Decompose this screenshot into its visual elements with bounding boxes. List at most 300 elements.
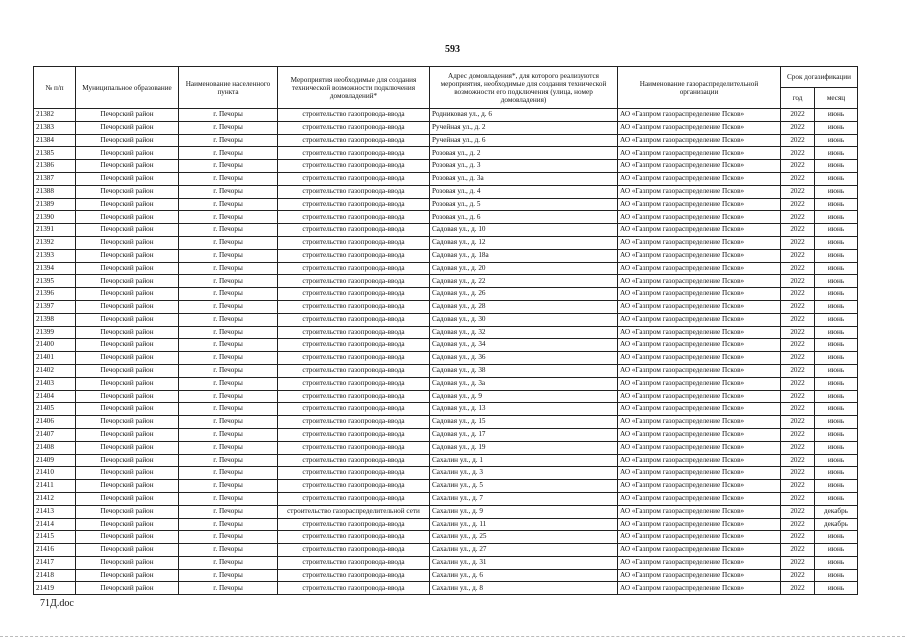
- year-cell: 2022: [781, 198, 815, 211]
- locality-cell: г. Печоры: [179, 505, 278, 518]
- municipality-cell: Печорский район: [76, 275, 179, 288]
- header-municipality: Муниципальное образование: [76, 67, 179, 109]
- month-cell: июнь: [815, 236, 858, 249]
- address-cell: Садовая ул., д. 19: [430, 441, 618, 454]
- row-number: 21390: [34, 211, 76, 224]
- table-row: [34, 364, 858, 377]
- municipality-cell: Печорский район: [76, 582, 179, 595]
- organization-cell: АО «Газпром газораспределение Псков»: [618, 403, 781, 416]
- address-cell: Садовая ул., д. 30: [430, 313, 618, 326]
- year-cell: 2022: [781, 288, 815, 301]
- measures-cell: строительство газопровода-ввода: [278, 556, 430, 569]
- address-cell: Ручейная ул., д. 2: [430, 121, 618, 134]
- table-row: [34, 224, 858, 237]
- year-cell: 2022: [781, 275, 815, 288]
- municipality-cell: Печорский район: [76, 480, 179, 493]
- measures-cell: строительство газопровода-ввода: [278, 339, 430, 352]
- row-number: 21414: [34, 518, 76, 531]
- organization-cell: АО «Газпром газораспределение Псков»: [618, 428, 781, 441]
- address-cell: Розовая ул., д. 5: [430, 198, 618, 211]
- municipality-cell: Печорский район: [76, 428, 179, 441]
- locality-cell: г. Печоры: [179, 249, 278, 262]
- row-number: 21415: [34, 531, 76, 544]
- address-cell: Садовая ул., д. 18а: [430, 249, 618, 262]
- row-number: 21411: [34, 480, 76, 493]
- organization-cell: АО «Газпром газораспределение Псков»: [618, 249, 781, 262]
- month-cell: июнь: [815, 544, 858, 557]
- municipality-cell: Печорский район: [76, 518, 179, 531]
- month-cell: июнь: [815, 326, 858, 339]
- year-cell: 2022: [781, 121, 815, 134]
- month-cell: июнь: [815, 224, 858, 237]
- organization-cell: АО «Газпром газораспределение Псков»: [618, 377, 781, 390]
- municipality-cell: Печорский район: [76, 288, 179, 301]
- month-cell: июнь: [815, 428, 858, 441]
- address-cell: Сахалин ул., д. 9: [430, 505, 618, 518]
- year-cell: 2022: [781, 134, 815, 147]
- row-number: 21401: [34, 352, 76, 365]
- municipality-cell: Печорский район: [76, 556, 179, 569]
- locality-cell: г. Печоры: [179, 492, 278, 505]
- locality-cell: г. Печоры: [179, 236, 278, 249]
- address-cell: Садовая ул., д. 34: [430, 339, 618, 352]
- measures-cell: строительство газопровода-ввода: [278, 544, 430, 557]
- address-cell: Сахалин ул., д. 8: [430, 582, 618, 595]
- locality-cell: г. Печоры: [179, 300, 278, 313]
- month-cell: июнь: [815, 454, 858, 467]
- address-cell: Родниковая ул., д. 6: [430, 109, 618, 122]
- table-row: [34, 185, 858, 198]
- row-number: 21387: [34, 172, 76, 185]
- municipality-cell: Печорский район: [76, 364, 179, 377]
- locality-cell: г. Печоры: [179, 211, 278, 224]
- organization-cell: АО «Газпром газораспределение Псков»: [618, 236, 781, 249]
- table-row: [34, 339, 858, 352]
- locality-cell: г. Печоры: [179, 454, 278, 467]
- municipality-cell: Печорский район: [76, 352, 179, 365]
- organization-cell: АО «Газпром газораспределение Псков»: [618, 300, 781, 313]
- table-row: [34, 480, 858, 493]
- table-row: [34, 300, 858, 313]
- address-cell: Сахалин ул., д. 31: [430, 556, 618, 569]
- header-deadline: Срок догазификации: [781, 67, 858, 88]
- month-cell: июнь: [815, 134, 858, 147]
- year-cell: 2022: [781, 556, 815, 569]
- locality-cell: г. Печоры: [179, 531, 278, 544]
- year-cell: 2022: [781, 454, 815, 467]
- organization-cell: АО «Газпром газораспределение Псков»: [618, 441, 781, 454]
- measures-cell: строительство газопровода-ввода: [278, 390, 430, 403]
- month-cell: июнь: [815, 300, 858, 313]
- municipality-cell: Печорский район: [76, 109, 179, 122]
- table-row: [34, 582, 858, 595]
- locality-cell: г. Печоры: [179, 313, 278, 326]
- municipality-cell: Печорский район: [76, 224, 179, 237]
- row-number: 21409: [34, 454, 76, 467]
- year-cell: 2022: [781, 313, 815, 326]
- locality-cell: г. Печоры: [179, 121, 278, 134]
- address-cell: Садовая ул., д. 20: [430, 262, 618, 275]
- municipality-cell: Печорский район: [76, 134, 179, 147]
- organization-cell: АО «Газпром газораспределение Псков»: [618, 198, 781, 211]
- table-row: [34, 172, 858, 185]
- locality-cell: г. Печоры: [179, 185, 278, 198]
- measures-cell: строительство газопровода-ввода: [278, 454, 430, 467]
- year-cell: 2022: [781, 326, 815, 339]
- measures-cell: строительство газопровода-ввода: [278, 467, 430, 480]
- address-cell: Розовая ул., д. 6: [430, 211, 618, 224]
- address-cell: Садовая ул., д. 22: [430, 275, 618, 288]
- year-cell: 2022: [781, 262, 815, 275]
- measures-cell: строительство газопровода-ввода: [278, 364, 430, 377]
- address-cell: Сахалин ул., д. 6: [430, 569, 618, 582]
- month-cell: декабрь: [815, 505, 858, 518]
- municipality-cell: Печорский район: [76, 198, 179, 211]
- year-cell: 2022: [781, 518, 815, 531]
- table-row: [34, 569, 858, 582]
- month-cell: июнь: [815, 556, 858, 569]
- month-cell: июнь: [815, 441, 858, 454]
- organization-cell: АО «Газпром газораспределение Псков»: [618, 185, 781, 198]
- table-row: [34, 352, 858, 365]
- row-number: 21386: [34, 160, 76, 173]
- locality-cell: г. Печоры: [179, 480, 278, 493]
- row-number: 21403: [34, 377, 76, 390]
- row-number: 21419: [34, 582, 76, 595]
- month-cell: июнь: [815, 109, 858, 122]
- locality-cell: г. Печоры: [179, 326, 278, 339]
- address-cell: Сахалин ул., д. 7: [430, 492, 618, 505]
- month-cell: июнь: [815, 262, 858, 275]
- address-cell: Розовая ул., д. 4: [430, 185, 618, 198]
- table-row: [34, 236, 858, 249]
- row-number: 21388: [34, 185, 76, 198]
- table-row: [34, 262, 858, 275]
- municipality-cell: Печорский район: [76, 544, 179, 557]
- municipality-cell: Печорский район: [76, 454, 179, 467]
- month-cell: июнь: [815, 339, 858, 352]
- measures-cell: строительство газопровода-ввода: [278, 275, 430, 288]
- measures-cell: строительство газопровода-ввода: [278, 249, 430, 262]
- year-cell: 2022: [781, 109, 815, 122]
- month-cell: июнь: [815, 313, 858, 326]
- address-cell: Сахалин ул., д. 5: [430, 480, 618, 493]
- municipality-cell: Печорский район: [76, 160, 179, 173]
- page-number: 593: [445, 44, 460, 55]
- year-cell: 2022: [781, 300, 815, 313]
- table-row: [34, 326, 858, 339]
- address-cell: Сахалин ул., д. 25: [430, 531, 618, 544]
- locality-cell: г. Печоры: [179, 441, 278, 454]
- header-address: Адрес домовладения*, для которого реализуются мероприятия, необходимые для создания технической возможности его подключения (улица, номер домовладения): [430, 67, 618, 109]
- organization-cell: АО «Газпром газораспределение Псков»: [618, 416, 781, 429]
- locality-cell: г. Печоры: [179, 364, 278, 377]
- row-number: 21382: [34, 109, 76, 122]
- organization-cell: АО «Газпром газораспределение Псков»: [618, 390, 781, 403]
- year-cell: 2022: [781, 364, 815, 377]
- measures-cell: строительство газопровода-ввода: [278, 518, 430, 531]
- measures-cell: строительство газопровода-ввода: [278, 492, 430, 505]
- gasification-table: [33, 66, 858, 595]
- month-cell: июнь: [815, 249, 858, 262]
- address-cell: Садовая ул., д. 10: [430, 224, 618, 237]
- year-cell: 2022: [781, 377, 815, 390]
- organization-cell: АО «Газпром газораспределение Псков»: [618, 569, 781, 582]
- measures-cell: строительство газопровода-ввода: [278, 300, 430, 313]
- table-row: [34, 288, 858, 301]
- year-cell: 2022: [781, 352, 815, 365]
- table-row: [34, 454, 858, 467]
- row-number: 21408: [34, 441, 76, 454]
- organization-cell: АО «Газпром газораспределение Псков»: [618, 492, 781, 505]
- organization-cell: АО «Газпром газораспределение Псков»: [618, 467, 781, 480]
- table-body: [34, 109, 858, 595]
- municipality-cell: Печорский район: [76, 505, 179, 518]
- organization-cell: АО «Газпром газораспределение Псков»: [618, 518, 781, 531]
- header-num: № п/п: [34, 67, 76, 109]
- month-cell: июнь: [815, 275, 858, 288]
- year-cell: 2022: [781, 492, 815, 505]
- month-cell: июнь: [815, 364, 858, 377]
- year-cell: 2022: [781, 172, 815, 185]
- year-cell: 2022: [781, 428, 815, 441]
- municipality-cell: Печорский район: [76, 403, 179, 416]
- measures-cell: строительство газопровода-ввода: [278, 326, 430, 339]
- address-cell: Сахалин ул., д. 27: [430, 544, 618, 557]
- organization-cell: АО «Газпром газораспределение Псков»: [618, 121, 781, 134]
- municipality-cell: Печорский район: [76, 236, 179, 249]
- address-cell: Садовая ул., д. 9: [430, 390, 618, 403]
- year-cell: 2022: [781, 249, 815, 262]
- locality-cell: г. Печоры: [179, 160, 278, 173]
- municipality-cell: Печорский район: [76, 249, 179, 262]
- header-locality: Наименование населенного пункта: [179, 67, 278, 109]
- locality-cell: г. Печоры: [179, 390, 278, 403]
- address-cell: Садовая ул., д. 26: [430, 288, 618, 301]
- address-cell: Садовая ул., д. 13: [430, 403, 618, 416]
- row-number: 21410: [34, 467, 76, 480]
- address-cell: Садовая ул., д. 3а: [430, 377, 618, 390]
- organization-cell: АО «Газпром газораспределение Псков»: [618, 160, 781, 173]
- year-cell: 2022: [781, 160, 815, 173]
- row-number: 21395: [34, 275, 76, 288]
- row-number: 21385: [34, 147, 76, 160]
- locality-cell: г. Печоры: [179, 467, 278, 480]
- measures-cell: строительство газопровода-ввода: [278, 352, 430, 365]
- address-cell: Садовая ул., д. 38: [430, 364, 618, 377]
- year-cell: 2022: [781, 569, 815, 582]
- municipality-cell: Печорский район: [76, 121, 179, 134]
- locality-cell: г. Печоры: [179, 172, 278, 185]
- table-row: [34, 147, 858, 160]
- month-cell: июнь: [815, 390, 858, 403]
- measures-cell: строительство газопровода-ввода: [278, 109, 430, 122]
- row-number: 21399: [34, 326, 76, 339]
- month-cell: июнь: [815, 352, 858, 365]
- address-cell: Садовая ул., д. 15: [430, 416, 618, 429]
- organization-cell: АО «Газпром газораспределение Псков»: [618, 505, 781, 518]
- municipality-cell: Печорский район: [76, 492, 179, 505]
- row-number: 21398: [34, 313, 76, 326]
- row-number: 21391: [34, 224, 76, 237]
- address-cell: Розовая ул., д. 3а: [430, 172, 618, 185]
- table-row: [34, 377, 858, 390]
- measures-cell: строительство газопровода-ввода: [278, 288, 430, 301]
- row-number: 21417: [34, 556, 76, 569]
- table-row: [34, 428, 858, 441]
- header-measures: Мероприятия необходимые для создания технической возможности подключения домовладений*: [278, 67, 430, 109]
- table-row: [34, 313, 858, 326]
- file-name-footer: 71Д.doc: [40, 598, 74, 609]
- year-cell: 2022: [781, 236, 815, 249]
- organization-cell: АО «Газпром газораспределение Псков»: [618, 275, 781, 288]
- organization-cell: АО «Газпром газораспределение Псков»: [618, 224, 781, 237]
- table-row: [34, 467, 858, 480]
- row-number: 21404: [34, 390, 76, 403]
- measures-cell: строительство газораспределительной сети: [278, 505, 430, 518]
- municipality-cell: Печорский район: [76, 416, 179, 429]
- year-cell: 2022: [781, 147, 815, 160]
- municipality-cell: Печорский район: [76, 185, 179, 198]
- month-cell: июнь: [815, 416, 858, 429]
- month-cell: июнь: [815, 403, 858, 416]
- locality-cell: г. Печоры: [179, 428, 278, 441]
- table-row: [34, 390, 858, 403]
- table-row: [34, 121, 858, 134]
- measures-cell: строительство газопровода-ввода: [278, 428, 430, 441]
- locality-cell: г. Печоры: [179, 544, 278, 557]
- header-organization: Наименование газораспределительной организации: [618, 67, 781, 109]
- measures-cell: строительство газопровода-ввода: [278, 441, 430, 454]
- measures-cell: строительство газопровода-ввода: [278, 569, 430, 582]
- month-cell: июнь: [815, 211, 858, 224]
- table-row: [34, 109, 858, 122]
- locality-cell: г. Печоры: [179, 352, 278, 365]
- table-row: [34, 403, 858, 416]
- organization-cell: АО «Газпром газораспределение Псков»: [618, 352, 781, 365]
- measures-cell: строительство газопровода-ввода: [278, 198, 430, 211]
- measures-cell: строительство газопровода-ввода: [278, 160, 430, 173]
- locality-cell: г. Печоры: [179, 147, 278, 160]
- address-cell: Розовая ул., д. 2: [430, 147, 618, 160]
- table-row: [34, 544, 858, 557]
- month-cell: декабрь: [815, 518, 858, 531]
- row-number: 21393: [34, 249, 76, 262]
- table-row: [34, 492, 858, 505]
- municipality-cell: Печорский район: [76, 211, 179, 224]
- year-cell: 2022: [781, 531, 815, 544]
- municipality-cell: Печорский район: [76, 377, 179, 390]
- locality-cell: г. Печоры: [179, 109, 278, 122]
- month-cell: июнь: [815, 492, 858, 505]
- organization-cell: АО «Газпром газораспределение Псков»: [618, 531, 781, 544]
- table-row: [34, 416, 858, 429]
- municipality-cell: Печорский район: [76, 467, 179, 480]
- table-row: [34, 556, 858, 569]
- row-number: 21384: [34, 134, 76, 147]
- table-row: [34, 249, 858, 262]
- month-cell: июнь: [815, 172, 858, 185]
- municipality-cell: Печорский район: [76, 531, 179, 544]
- table-row: [34, 160, 858, 173]
- locality-cell: г. Печоры: [179, 339, 278, 352]
- measures-cell: строительство газопровода-ввода: [278, 185, 430, 198]
- organization-cell: АО «Газпром газораспределение Псков»: [618, 288, 781, 301]
- municipality-cell: Печорский район: [76, 339, 179, 352]
- address-cell: Садовая ул., д. 28: [430, 300, 618, 313]
- month-cell: июнь: [815, 147, 858, 160]
- month-cell: июнь: [815, 185, 858, 198]
- municipality-cell: Печорский район: [76, 300, 179, 313]
- row-number: 21407: [34, 428, 76, 441]
- year-cell: 2022: [781, 339, 815, 352]
- month-cell: июнь: [815, 582, 858, 595]
- measures-cell: строительство газопровода-ввода: [278, 147, 430, 160]
- organization-cell: АО «Газпром газораспределение Псков»: [618, 480, 781, 493]
- measures-cell: строительство газопровода-ввода: [278, 236, 430, 249]
- year-cell: 2022: [781, 505, 815, 518]
- address-cell: Садовая ул., д. 36: [430, 352, 618, 365]
- address-cell: Садовая ул., д. 32: [430, 326, 618, 339]
- table-row: [34, 441, 858, 454]
- locality-cell: г. Печоры: [179, 403, 278, 416]
- locality-cell: г. Печоры: [179, 556, 278, 569]
- locality-cell: г. Печоры: [179, 275, 278, 288]
- table-row: [34, 211, 858, 224]
- table-row: [34, 531, 858, 544]
- month-cell: июнь: [815, 160, 858, 173]
- month-cell: июнь: [815, 377, 858, 390]
- municipality-cell: Печорский район: [76, 262, 179, 275]
- locality-cell: г. Печоры: [179, 262, 278, 275]
- measures-cell: строительство газопровода-ввода: [278, 262, 430, 275]
- organization-cell: АО «Газпром газораспределение Псков»: [618, 313, 781, 326]
- municipality-cell: Печорский район: [76, 441, 179, 454]
- organization-cell: АО «Газпром газораспределение Псков»: [618, 147, 781, 160]
- row-number: 21400: [34, 339, 76, 352]
- locality-cell: г. Печоры: [179, 582, 278, 595]
- measures-cell: строительство газопровода-ввода: [278, 134, 430, 147]
- measures-cell: строительство газопровода-ввода: [278, 416, 430, 429]
- row-number: 21389: [34, 198, 76, 211]
- month-cell: июнь: [815, 531, 858, 544]
- measures-cell: строительство газопровода-ввода: [278, 377, 430, 390]
- table-row: [34, 505, 858, 518]
- organization-cell: АО «Газпром газораспределение Псков»: [618, 364, 781, 377]
- organization-cell: АО «Газпром газораспределение Псков»: [618, 109, 781, 122]
- row-number: 21412: [34, 492, 76, 505]
- locality-cell: г. Печоры: [179, 377, 278, 390]
- year-cell: 2022: [781, 582, 815, 595]
- scan-edge-line: [0, 636, 905, 637]
- month-cell: июнь: [815, 198, 858, 211]
- address-cell: Садовая ул., д. 17: [430, 428, 618, 441]
- organization-cell: АО «Газпром газораспределение Псков»: [618, 544, 781, 557]
- locality-cell: г. Печоры: [179, 198, 278, 211]
- row-number: 21418: [34, 569, 76, 582]
- municipality-cell: Печорский район: [76, 147, 179, 160]
- organization-cell: АО «Газпром газораспределение Псков»: [618, 172, 781, 185]
- row-number: 21406: [34, 416, 76, 429]
- month-cell: июнь: [815, 288, 858, 301]
- year-cell: 2022: [781, 185, 815, 198]
- year-cell: 2022: [781, 480, 815, 493]
- row-number: 21413: [34, 505, 76, 518]
- address-cell: Сахалин ул., д. 1: [430, 454, 618, 467]
- row-number: 21396: [34, 288, 76, 301]
- row-number: 21397: [34, 300, 76, 313]
- year-cell: 2022: [781, 416, 815, 429]
